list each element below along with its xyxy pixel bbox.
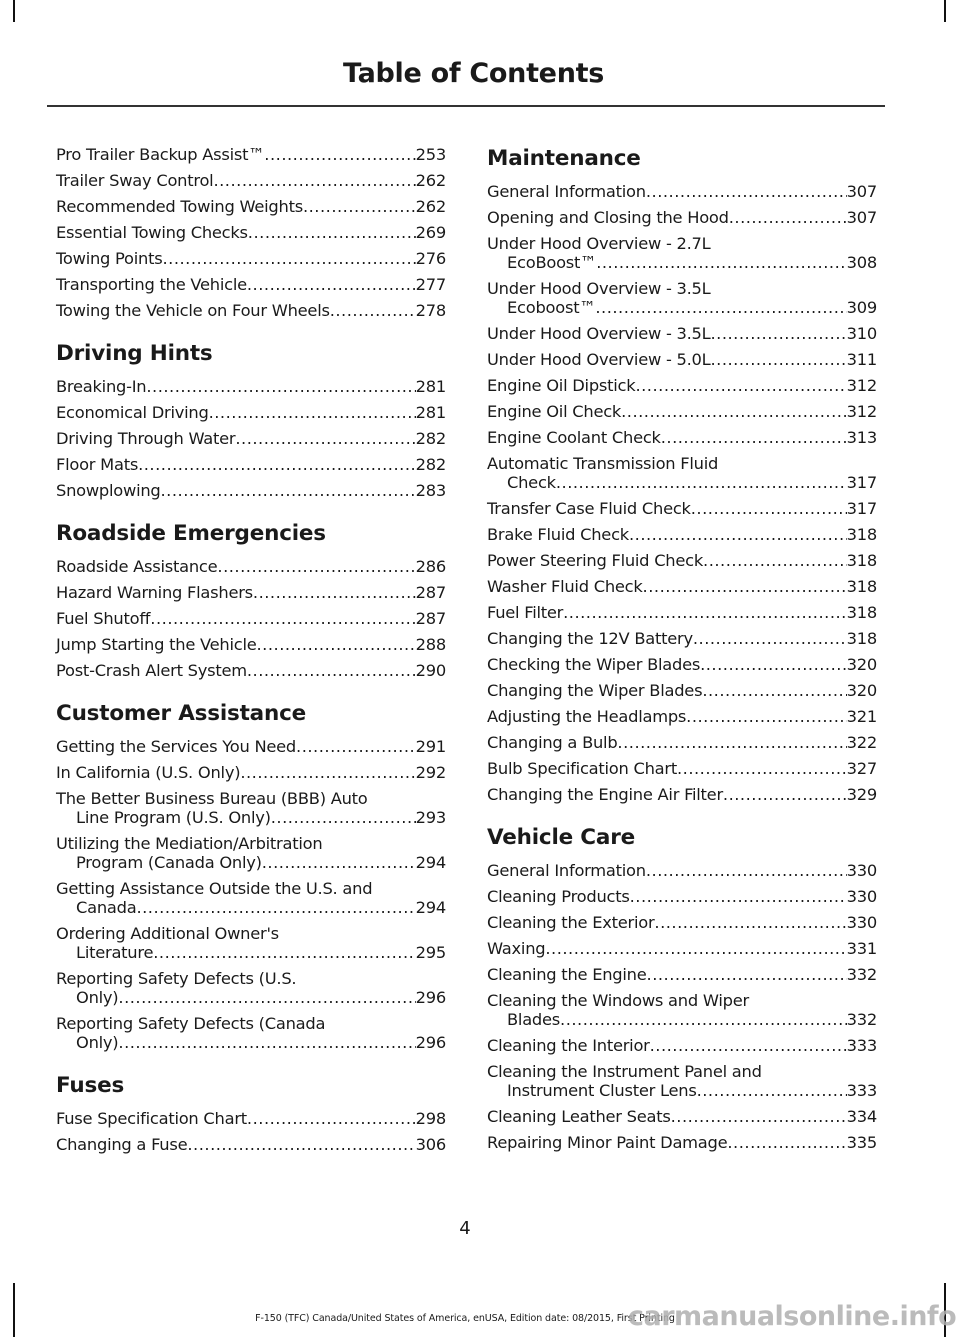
dot-leader xyxy=(213,171,415,190)
section-heading: Driving Hints xyxy=(56,341,213,366)
toc-right-column xyxy=(487,145,877,1159)
dot-leader xyxy=(710,324,846,343)
toc-entry[interactable] xyxy=(56,1014,446,1052)
dot-leader xyxy=(257,635,416,654)
toc-entry[interactable] xyxy=(56,879,446,917)
toc-entry-title: Cleaning the Exterior xyxy=(487,913,655,932)
toc-entry-page: 281 xyxy=(415,403,446,422)
section-heading: Roadside Emergencies xyxy=(56,521,326,546)
toc-entry-page: 296 xyxy=(415,1033,446,1052)
toc-entry-page: 276 xyxy=(415,249,446,268)
dot-leader xyxy=(136,898,415,917)
toc-entry[interactable] xyxy=(56,429,446,448)
toc-entry-page: 332 xyxy=(846,1010,877,1029)
dot-leader xyxy=(710,350,846,369)
toc-entry-title: Power Steering Fluid Check xyxy=(487,551,704,570)
toc-entry-title: Program (Canada Only) xyxy=(76,853,262,872)
dot-leader xyxy=(727,1133,846,1152)
toc-entry-page: 278 xyxy=(415,301,446,320)
dot-leader xyxy=(118,1033,415,1052)
toc-entry-title: Fuel Filter xyxy=(487,603,564,622)
toc-entry-page: 306 xyxy=(415,1135,446,1154)
dot-leader xyxy=(630,887,847,906)
toc-entry-page: 330 xyxy=(846,887,877,906)
toc-entry-page: 310 xyxy=(846,324,877,343)
edition-info: F-150 (TFC) Canada/United States of America, enUSA, Edition date: 08/2015, First Printing xyxy=(255,1313,675,1324)
dot-leader xyxy=(646,182,847,201)
toc-entry[interactable] xyxy=(56,969,446,1007)
toc-entry[interactable] xyxy=(487,577,877,596)
dot-leader xyxy=(264,145,415,164)
toc-entry-page: 322 xyxy=(846,733,877,752)
dot-leader xyxy=(253,583,416,602)
section-heading: Vehicle Care xyxy=(487,825,635,850)
dot-leader xyxy=(686,707,847,726)
toc-entry-page: 312 xyxy=(846,376,877,395)
toc-entry-page: 333 xyxy=(846,1081,877,1100)
toc-entry-page: 292 xyxy=(415,763,446,782)
toc-entry-page: 269 xyxy=(415,223,446,242)
toc-entry[interactable] xyxy=(487,785,877,804)
dot-leader xyxy=(723,785,847,804)
toc-entry[interactable] xyxy=(487,681,877,700)
toc-entry-title: Bulb Specification Chart xyxy=(487,759,677,778)
dot-leader xyxy=(647,965,847,984)
toc-entry-page: 312 xyxy=(846,402,877,421)
toc-entry[interactable] xyxy=(487,991,877,1029)
toc-entry-page: 281 xyxy=(415,377,446,396)
dot-leader xyxy=(330,301,416,320)
toc-entry-title: Ordering Additional Owner's xyxy=(56,924,279,943)
toc-entry[interactable] xyxy=(56,455,446,474)
toc-entry-title: Trailer Sway Control xyxy=(56,171,214,190)
toc-entry[interactable] xyxy=(487,350,877,369)
dot-leader xyxy=(595,298,846,317)
toc-entry[interactable] xyxy=(487,234,877,272)
dot-leader xyxy=(646,861,847,880)
toc-entry[interactable] xyxy=(487,1107,877,1126)
crop-mark-top-right xyxy=(944,0,946,22)
toc-entry-title: Under Hood Overview - 5.0L xyxy=(487,350,711,369)
toc-entry[interactable] xyxy=(487,939,877,958)
dot-leader xyxy=(702,681,846,700)
toc-entry-title: Adjusting the Headlamps xyxy=(487,707,687,726)
toc-entry-title: Cleaning Products xyxy=(487,887,630,906)
toc-entry-title: Engine Oil Dipstick xyxy=(487,376,636,395)
toc-entry-title: Opening and Closing the Hood xyxy=(487,208,729,227)
toc-entry[interactable] xyxy=(56,763,446,782)
toc-entry-title: Jump Starting the Vehicle xyxy=(56,635,257,654)
toc-entry[interactable] xyxy=(56,635,446,654)
toc-entry-page: 294 xyxy=(415,898,446,917)
toc-entry[interactable] xyxy=(487,603,877,622)
toc-entry-page: 317 xyxy=(846,473,877,492)
toc-entry-title: Cleaning the Windows and Wiper xyxy=(487,991,749,1010)
toc-entry-title: Changing the Engine Air Filter xyxy=(487,785,723,804)
toc-entry[interactable] xyxy=(56,661,446,680)
toc-entry-page: 334 xyxy=(846,1107,877,1126)
section-heading: Maintenance xyxy=(487,146,641,171)
toc-entry-page: 253 xyxy=(415,145,446,164)
toc-entry[interactable] xyxy=(56,223,446,242)
toc-entry-title: Engine Oil Check xyxy=(487,402,622,421)
toc-entry[interactable] xyxy=(487,707,877,726)
dot-leader xyxy=(153,943,415,962)
toc-entry-title: Under Hood Overview - 3.5L xyxy=(487,324,711,343)
toc-entry[interactable] xyxy=(56,1109,446,1128)
toc-entry-title: Fuel Shutoff xyxy=(56,609,151,628)
toc-entry[interactable] xyxy=(487,208,877,227)
toc-entry-page: 318 xyxy=(846,577,877,596)
toc-entry-title: Roadside Assistance xyxy=(56,557,218,576)
toc-entry[interactable] xyxy=(56,834,446,872)
toc-entry-page: 318 xyxy=(846,603,877,622)
toc-entry-page: 309 xyxy=(846,298,877,317)
toc-entry[interactable] xyxy=(487,861,877,880)
toc-entry-page: 294 xyxy=(415,853,446,872)
toc-entry-title: Post-Crash Alert System xyxy=(56,661,247,680)
toc-entry-page: 318 xyxy=(846,551,877,570)
toc-entry[interactable] xyxy=(487,629,877,648)
toc-entry[interactable] xyxy=(56,301,446,320)
toc-entry-title: Getting the Services You Need xyxy=(56,737,297,756)
dot-leader xyxy=(700,655,847,674)
toc-entry-page: 331 xyxy=(846,939,877,958)
toc-entry-title: Washer Fluid Check xyxy=(487,577,643,596)
dot-leader xyxy=(661,428,847,447)
toc-entry-page: 262 xyxy=(415,171,446,190)
toc-entry[interactable] xyxy=(487,733,877,752)
toc-entry[interactable] xyxy=(487,525,877,544)
toc-entry-title: Hazard Warning Flashers xyxy=(56,583,253,602)
toc-entry-page: 330 xyxy=(846,861,877,880)
dot-leader xyxy=(545,939,846,958)
toc-entry[interactable] xyxy=(56,789,446,827)
toc-entry-title: Cleaning the Interior xyxy=(487,1036,650,1055)
toc-entry-title: The Better Business Bureau (BBB) Auto xyxy=(56,789,368,808)
dot-leader xyxy=(691,499,847,518)
toc-entry[interactable] xyxy=(487,1062,877,1100)
toc-entry-title: Canada xyxy=(76,898,137,917)
toc-entry[interactable] xyxy=(56,609,446,628)
toc-entry[interactable] xyxy=(487,279,877,317)
section-heading: Customer Assistance xyxy=(56,701,307,726)
dot-leader xyxy=(703,551,847,570)
toc-entry-page: 262 xyxy=(415,197,446,216)
toc-entry-page: 298 xyxy=(415,1109,446,1128)
toc-entry[interactable] xyxy=(487,759,877,778)
toc-entry-page: 333 xyxy=(846,1036,877,1055)
section-heading: Fuses xyxy=(56,1073,125,1098)
toc-entry-page: 332 xyxy=(846,965,877,984)
dot-leader xyxy=(146,377,415,396)
dot-leader xyxy=(118,988,415,1007)
toc-entry-title: Check xyxy=(507,473,556,492)
toc-entry[interactable] xyxy=(56,145,446,164)
toc-entry[interactable] xyxy=(487,1133,877,1152)
dot-leader xyxy=(247,275,416,294)
watermark-logo: carmanualsonline.info xyxy=(628,1301,957,1332)
toc-entry-page: 296 xyxy=(415,988,446,1007)
toc-entry-title: Cleaning the Engine xyxy=(487,965,647,984)
toc-entry-title: Towing the Vehicle on Four Wheels xyxy=(56,301,330,320)
toc-entry-title: Transfer Case Fluid Check xyxy=(487,499,691,518)
toc-entry[interactable] xyxy=(487,965,877,984)
toc-entry-page: 318 xyxy=(846,525,877,544)
toc-entry-title: Under Hood Overview - 2.7L xyxy=(487,234,711,253)
toc-entry-title: Engine Coolant Check xyxy=(487,428,661,447)
dot-leader xyxy=(247,661,416,680)
toc-entry[interactable] xyxy=(56,737,446,756)
toc-entry-title: Cleaning Leather Seats xyxy=(487,1107,671,1126)
toc-entry-title: Ecoboost™ xyxy=(507,298,596,317)
toc-entry-page: 287 xyxy=(415,583,446,602)
dot-leader xyxy=(621,402,847,421)
dot-leader xyxy=(247,1109,416,1128)
toc-entry-page: 308 xyxy=(846,253,877,272)
toc-entry[interactable] xyxy=(56,583,446,602)
dot-leader xyxy=(161,481,416,500)
toc-entry-page: 282 xyxy=(415,455,446,474)
header-divider xyxy=(47,105,885,107)
toc-entry-page: 277 xyxy=(415,275,446,294)
dot-leader xyxy=(303,197,416,216)
toc-entry-title: Only) xyxy=(76,988,119,1007)
toc-entry-page: 318 xyxy=(846,629,877,648)
toc-entry-title: Reporting Safety Defects (Canada xyxy=(56,1014,326,1033)
toc-entry-page: 329 xyxy=(846,785,877,804)
page-number: 4 xyxy=(459,1218,471,1239)
dot-leader xyxy=(560,1010,847,1029)
toc-entry[interactable] xyxy=(487,913,877,932)
toc-entry-title: In California (U.S. Only) xyxy=(56,763,241,782)
toc-entry-title: Changing the Wiper Blades xyxy=(487,681,703,700)
toc-entry[interactable] xyxy=(487,454,877,492)
dot-leader xyxy=(650,1036,847,1055)
dot-leader xyxy=(563,603,847,622)
toc-entry-title: General Information xyxy=(487,182,646,201)
toc-entry-title: Towing Points xyxy=(56,249,163,268)
toc-entry[interactable] xyxy=(487,655,877,674)
dot-leader xyxy=(596,253,846,272)
toc-entry-title: Brake Fluid Check xyxy=(487,525,629,544)
dot-leader xyxy=(296,737,416,756)
toc-entry[interactable] xyxy=(56,275,446,294)
toc-entry[interactable] xyxy=(56,924,446,962)
toc-entry-title: Breaking-In xyxy=(56,377,147,396)
toc-entry-page: 291 xyxy=(415,737,446,756)
toc-entry[interactable] xyxy=(487,182,877,201)
dot-leader xyxy=(629,525,847,544)
toc-entry-title: Only) xyxy=(76,1033,119,1052)
toc-entry-title: EcoBoost™ xyxy=(507,253,597,272)
dot-leader xyxy=(209,403,416,422)
dot-leader xyxy=(643,577,847,596)
dot-leader xyxy=(677,759,847,778)
toc-entry-page: 327 xyxy=(846,759,877,778)
toc-entry-page: 320 xyxy=(846,655,877,674)
toc-entry[interactable] xyxy=(487,324,877,343)
dot-leader xyxy=(138,455,416,474)
toc-entry[interactable] xyxy=(56,377,446,396)
toc-entry-page: 335 xyxy=(846,1133,877,1152)
crop-mark-top-left xyxy=(13,0,15,22)
dot-leader xyxy=(150,609,415,628)
toc-entry-title: Line Program (U.S. Only) xyxy=(76,808,271,827)
toc-entry-title: Literature xyxy=(76,943,154,962)
toc-entry-title: Snowplowing xyxy=(56,481,161,500)
toc-entry-title: Transporting the Vehicle xyxy=(56,275,247,294)
toc-entry[interactable] xyxy=(56,197,446,216)
dot-leader xyxy=(671,1107,847,1126)
toc-entry-page: 295 xyxy=(415,943,446,962)
toc-entry-page: 313 xyxy=(846,428,877,447)
toc-entry-page: 307 xyxy=(846,182,877,201)
toc-entry-title: Pro Trailer Backup Assist™ xyxy=(56,145,265,164)
dot-leader xyxy=(187,1135,415,1154)
toc-entry[interactable] xyxy=(56,403,446,422)
toc-entry[interactable] xyxy=(487,887,877,906)
toc-entry-page: 311 xyxy=(846,350,877,369)
dot-leader xyxy=(235,429,415,448)
toc-left-column xyxy=(56,145,446,1161)
toc-entry-page: 287 xyxy=(415,609,446,628)
toc-entry-page: 320 xyxy=(846,681,877,700)
dot-leader xyxy=(271,808,416,827)
dot-leader xyxy=(262,853,416,872)
toc-entry-title: Essential Towing Checks xyxy=(56,223,248,242)
toc-entry-title: Changing a Bulb xyxy=(487,733,618,752)
toc-entry-title: Fuse Specification Chart xyxy=(56,1109,247,1128)
toc-entry-page: 288 xyxy=(415,635,446,654)
page-title: Table of Contents xyxy=(342,58,604,89)
toc-entry-title: Driving Through Water xyxy=(56,429,236,448)
toc-entry-page: 286 xyxy=(415,557,446,576)
dot-leader xyxy=(617,733,846,752)
toc-entry[interactable] xyxy=(487,402,877,421)
toc-entry-title: Floor Mats xyxy=(56,455,139,474)
toc-entry-page: 282 xyxy=(415,429,446,448)
toc-entry[interactable] xyxy=(487,551,877,570)
toc-entry-page: 307 xyxy=(846,208,877,227)
dot-leader xyxy=(693,629,847,648)
toc-entry-page: 283 xyxy=(415,481,446,500)
dot-leader xyxy=(697,1081,847,1100)
toc-entry-title: Under Hood Overview - 3.5L xyxy=(487,279,711,298)
toc-entry-page: 293 xyxy=(415,808,446,827)
toc-entry[interactable] xyxy=(487,376,877,395)
toc-entry-title: Checking the Wiper Blades xyxy=(487,655,701,674)
toc-entry-title: Changing the 12V Battery xyxy=(487,629,693,648)
toc-entry[interactable] xyxy=(56,481,446,500)
toc-entry-page: 317 xyxy=(846,499,877,518)
toc-entry-title: Automatic Transmission Fluid xyxy=(487,454,719,473)
toc-entry-title: Utilizing the Mediation/Arbitration xyxy=(56,834,323,853)
dot-leader xyxy=(240,763,415,782)
dot-leader xyxy=(217,557,415,576)
toc-entry-title: Blades xyxy=(507,1010,561,1029)
toc-entry-page: 330 xyxy=(846,913,877,932)
toc-entry-title: Changing a Fuse xyxy=(56,1135,188,1154)
toc-entry-title: Getting Assistance Outside the U.S. and xyxy=(56,879,373,898)
toc-entry-page: 290 xyxy=(415,661,446,680)
dot-leader xyxy=(635,376,846,395)
crop-mark-bottom-left xyxy=(13,1283,15,1337)
toc-entry-title: General Information xyxy=(487,861,646,880)
dot-leader xyxy=(248,223,416,242)
dot-leader xyxy=(162,249,415,268)
toc-entry-title: Waxing xyxy=(487,939,546,958)
toc-entry[interactable] xyxy=(56,171,446,190)
toc-entry-page: 321 xyxy=(846,707,877,726)
toc-entry-title: Repairing Minor Paint Damage xyxy=(487,1133,728,1152)
toc-entry-title: Cleaning the Instrument Panel and xyxy=(487,1062,762,1081)
toc-entry-title: Economical Driving xyxy=(56,403,209,422)
toc-entry-title: Instrument Cluster Lens xyxy=(507,1081,697,1100)
toc-entry-title: Recommended Towing Weights xyxy=(56,197,303,216)
dot-leader xyxy=(556,473,847,492)
toc-entry[interactable] xyxy=(56,249,446,268)
toc-entry[interactable] xyxy=(56,557,446,576)
toc-entry-title: Reporting Safety Defects (U.S. xyxy=(56,969,297,988)
toc-entry[interactable] xyxy=(487,428,877,447)
toc-entry[interactable] xyxy=(487,499,877,518)
dot-leader xyxy=(654,913,846,932)
toc-entry[interactable] xyxy=(56,1135,446,1154)
toc-entry[interactable] xyxy=(487,1036,877,1055)
dot-leader xyxy=(729,208,847,227)
